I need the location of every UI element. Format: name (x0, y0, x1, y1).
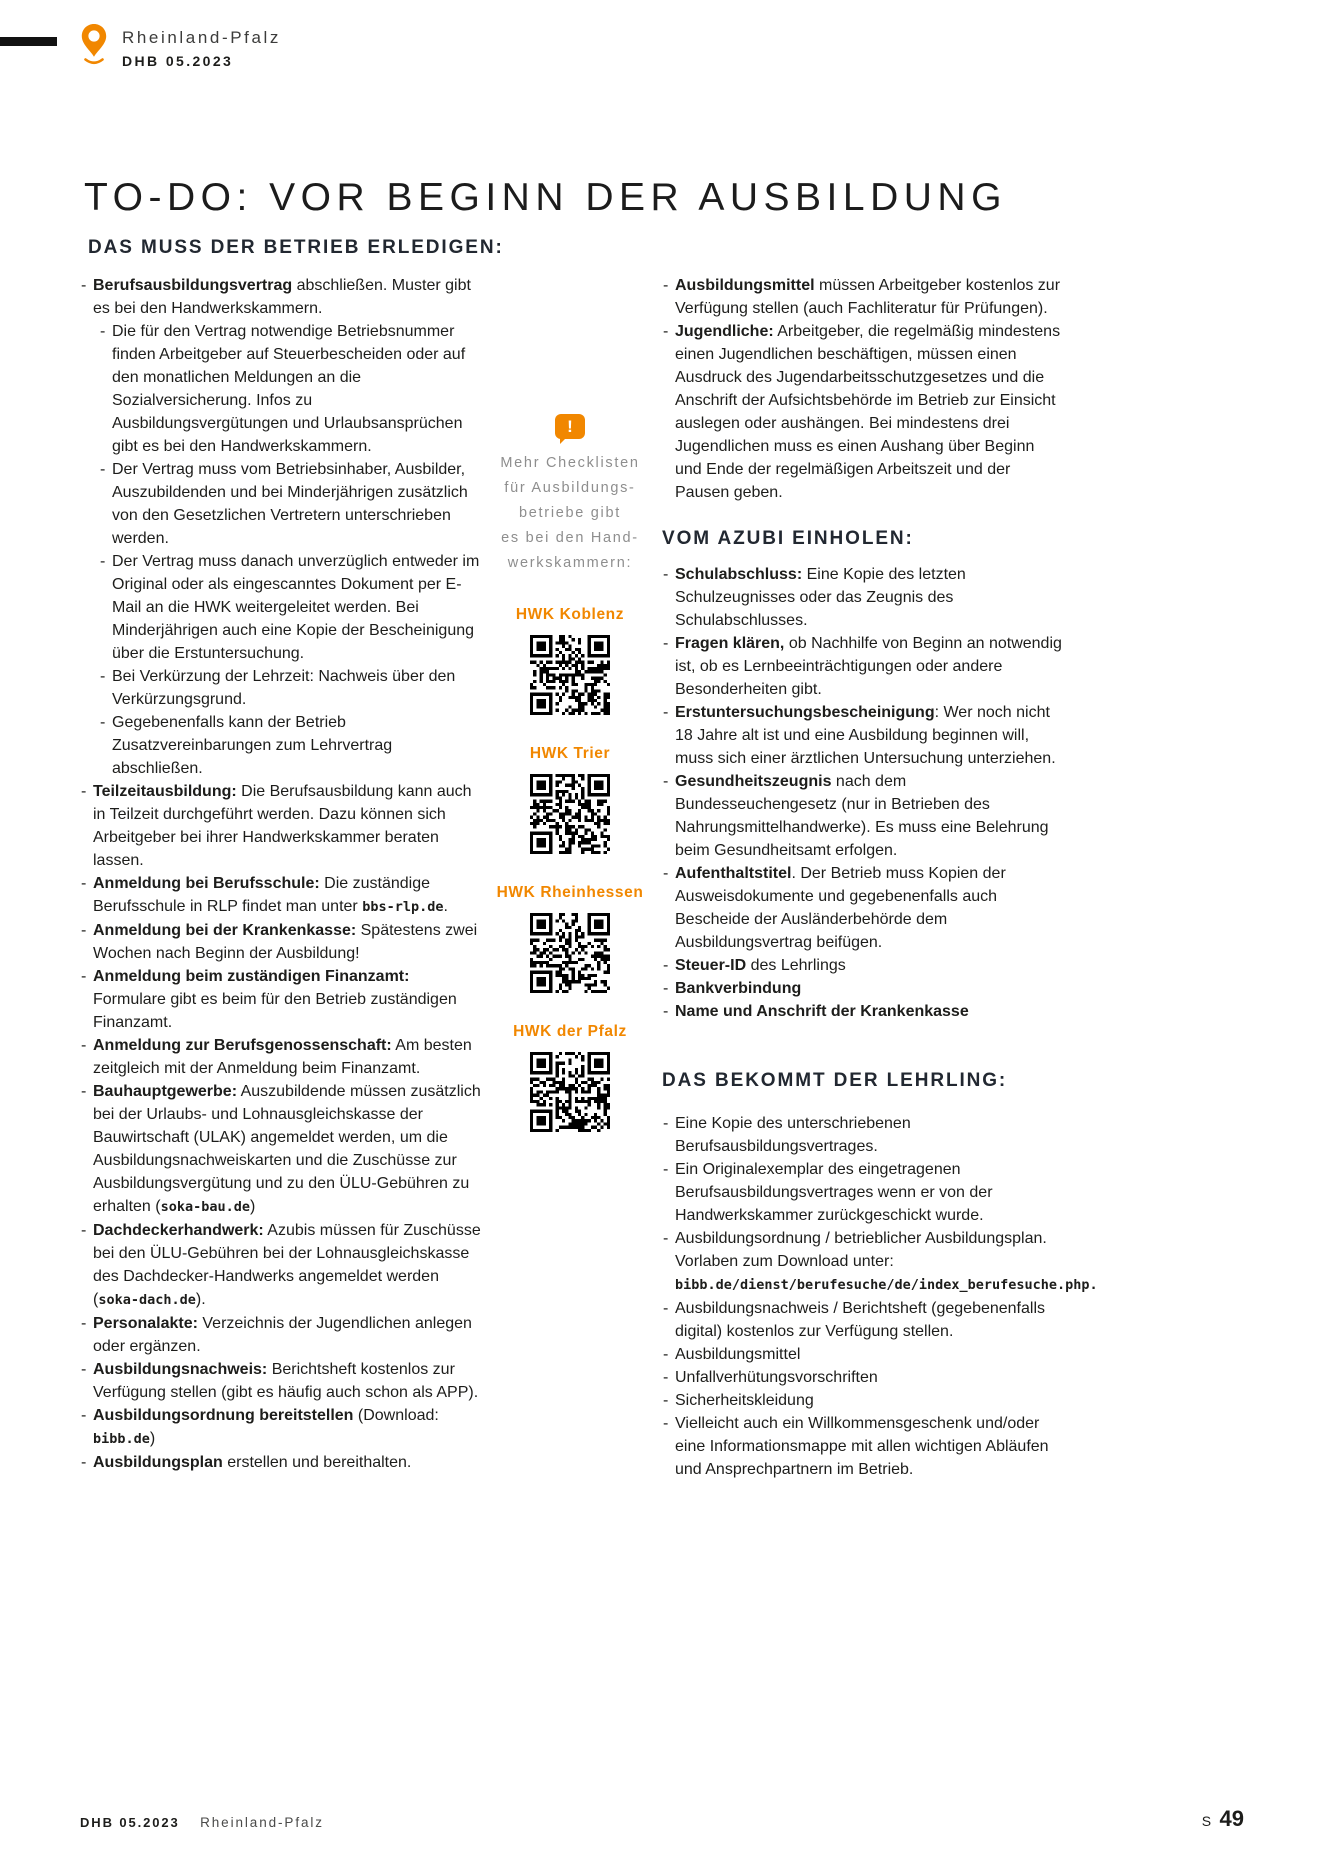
exclamation-glyph: ! (567, 417, 573, 436)
note-line: für Ausbildungs- (504, 480, 636, 496)
header-issue: DHB 05.2023 (122, 53, 234, 69)
list-item (662, 563, 1062, 632)
list-item (80, 1034, 482, 1080)
body-text: Azubis müssen für Zuschüsse bei den ÜLU-Gebühren bei der Lohnausgleichskasse des Dachdecker-Handwerks angemeldet werden ( (93, 1222, 481, 1308)
footer-region: Rheinland-Pfalz (200, 1815, 324, 1830)
body-text: : Wer noch nicht 18 Jahre alt ist und eine Ausbildung beginnen will, muss sich einer ärztlichen Untersuchung unterziehen. (675, 704, 1056, 767)
bold-lead-text: Ausbildungsnachweis: (93, 1361, 268, 1378)
note-line: es bei den Hand- (501, 530, 639, 546)
column-middle (492, 274, 648, 1132)
url-text: soka-dach.de (98, 1292, 196, 1308)
list-item (80, 1404, 482, 1451)
list-item (662, 1158, 1062, 1227)
list-azubi (662, 563, 1062, 1023)
list-item (80, 1451, 482, 1474)
header-rule (0, 37, 57, 46)
bold-lead-text: Fragen klären, (675, 635, 785, 652)
checklist-note (492, 451, 648, 576)
body-text: ). (195, 1291, 206, 1308)
body-text: Ausbildungsnachweis / Berichtsheft (gegebenenfalls digital) kostenlos zur Verfügung stellen. (675, 1300, 1046, 1340)
bold-lead-text: Anmeldung zur Berufsgenossenschaft: (93, 1037, 392, 1054)
list-item (662, 1000, 1062, 1023)
list-lehrling (662, 1112, 1098, 1481)
body-text: Ausbildungsmittel (675, 1346, 801, 1363)
body-text: Arbeitgeber, die regelmäßig mindestens einen Jugendlichen beschäftigen, müssen einen Ausdruck des Jugendarbeitsschutzgesetzes und die Anschrift der Aufsichtsbehörde im Betrieb zur Einsicht auslegen oder aushängen. Bei mindestens drei Jugendlichen muss es einen Aushang über Beginn und Ende der regelmäßigen Arbeitszeit und der Pausen geben. (675, 323, 1061, 501)
page-title: TO-DO: VOR BEGINN DER AUSBILDUNG (84, 176, 1007, 219)
section-heading-lehrling: DAS BEKOMMT DER LEHRLING: (662, 1070, 1008, 1091)
section-heading-betrieb: DAS MUSS DER BETRIEB ERLEDIGEN: (88, 237, 504, 258)
body-text: Spätestens zwei Wochen nach Beginn der Ausbildung! (93, 922, 478, 962)
list-item (80, 919, 482, 965)
body-text: abschließen. Muster gibt es bei den Handwerkskammern. (93, 277, 471, 317)
list-item (662, 977, 1062, 1000)
list-item (80, 1080, 482, 1219)
list-item (80, 965, 482, 1034)
bold-lead-text: Ausbildungsmittel (675, 277, 815, 294)
exclamation-icon (555, 414, 585, 439)
location-pin-icon (78, 22, 110, 71)
bold-lead-text: Bauhauptgewerbe: (93, 1083, 238, 1100)
body-text: Vielleicht auch ein Willkommensgeschenk und/oder eine Informationsmappe mit allen wichtigen Abläufen und Ansprechpartnern im Betrieb. (675, 1415, 1049, 1478)
list-item (662, 274, 1062, 320)
note-line: betriebe gibt (519, 505, 621, 521)
note-line: werkskammern: (507, 555, 633, 571)
qr-label: HWK Koblenz (515, 606, 625, 623)
note-line: Mehr Checklisten (500, 455, 640, 471)
body-text: erstellen und bereithalten. (222, 1454, 412, 1471)
body-text: . Der Betrieb muss Kopien der Ausweisdokumente und gegebenenfalls auch Bescheide der Ausländerbehörde dem Ausbildungsvertrag beifügen. (675, 865, 1006, 951)
body-text: (Download: (353, 1407, 439, 1424)
list-item (80, 780, 482, 872)
body-text: Eine Kopie des letzten Schulzeugnisses oder das Zeugnis des Schulabschlusses. (675, 566, 966, 629)
url-text: bbs-rlp.de (362, 899, 444, 915)
footer-issue: DHB 05.2023 (80, 1815, 180, 1830)
body-text: Ein Originalexemplar des eingetragenen Berufsausbildungsvertrages wenn er von der Handwerkskammer zurückgeschickt wurde. (675, 1161, 993, 1224)
page-footer (0, 1806, 1326, 1846)
qr-label: HWK der Pfalz (513, 1023, 627, 1040)
footer-left (80, 1814, 324, 1832)
body-text: ) (250, 1198, 256, 1215)
list-item (662, 320, 1062, 504)
body-text: Bei Verkürzung der Lehrzeit: Nachweis über den Verkürzungsgrund. (112, 668, 456, 708)
list-item (662, 862, 1062, 954)
masthead-text (122, 22, 281, 69)
list-item (99, 711, 482, 780)
bold-lead-text: Jugendliche: (675, 323, 774, 340)
list-item (662, 1366, 1062, 1389)
header-region: Rheinland-Pfalz (122, 28, 282, 47)
list-item (99, 665, 482, 711)
body-text: ob Nachhilfe von Beginn an notwendig ist, ob es Lernbeeinträchtigungen oder andere Besonderheiten gibt. (675, 635, 1062, 698)
list-item (99, 320, 482, 458)
bold-lead-text: Name und Anschrift der Krankenkasse (675, 1003, 969, 1020)
bold-lead-text: Gesundheitszeugnis (675, 773, 832, 790)
bold-lead-text: Ausbildungsordnung bereitstellen (93, 1407, 354, 1424)
body-text: Am besten zeitgleich mit der Anmeldung beim Finanzamt. (93, 1037, 472, 1077)
bold-lead-text: Anmeldung bei der Krankenkasse: (93, 922, 357, 939)
body-text: Formulare gibt es beim für den Betrieb zuständigen Finanzamt. (93, 991, 457, 1031)
bold-lead-text: Dachdeckerhandwerk: (93, 1222, 264, 1239)
list-item (662, 701, 1062, 770)
qr-code (530, 635, 610, 715)
section-heading-azubi: VOM AZUBI EINHOLEN: (662, 528, 914, 549)
list-item (662, 1297, 1062, 1343)
body-text: Die zuständige Berufsschule in RLP findet man unter (93, 875, 430, 915)
body-text: Gegebenenfalls kann der Betrieb Zusatzvereinbarungen zum Lehrvertrag abschließen. (112, 714, 393, 777)
body-text: Ausbildungsordnung / betrieblicher Ausbildungsplan. Vorlaben zum Download unter: (675, 1230, 1047, 1270)
body-text: des Lehrlings (746, 957, 846, 974)
footer-page-label: S (1201, 1813, 1213, 1829)
body-text: nach dem Bundesseuchengesetz (nur in Betrieben des Nahrungsmittelhandwerke). Es muss eine Belehrung beim Gesundheitsamt erfolgen. (675, 773, 1049, 859)
qr-code (530, 913, 610, 993)
list-betrieb-continued (662, 274, 1062, 504)
bold-lead-text: Erstuntersuchungsbescheinigung (675, 704, 935, 721)
page-header (78, 22, 281, 71)
bold-lead-text: Anmeldung beim zuständigen Finanzamt: (93, 968, 410, 985)
body-text: Sicherheitskleidung (675, 1392, 814, 1409)
qr-code (530, 1052, 610, 1132)
list-item (662, 1412, 1062, 1481)
bold-lead-text: Steuer-ID (675, 957, 747, 974)
body-text: . (443, 898, 448, 915)
list-item (80, 872, 482, 919)
bold-lead-text: Schulabschluss: (675, 566, 803, 583)
bold-lead-text: Aufenthaltstitel (675, 865, 792, 882)
body-text: Der Vertrag muss danach unverzüglich entweder im Original oder als eingescanntes Dokument per E-Mail an die HWK weitergeleitet werden. Bei Minderjährigen auch eine Kopie der Bescheinigung über die Erstuntersuchung. (112, 553, 480, 662)
list-item (662, 1389, 1062, 1412)
body-text: ) (149, 1430, 156, 1447)
footer-page-number: 49 (1219, 1806, 1244, 1831)
body-text: Verzeichnis der Jugendlichen anlegen oder ergänzen. (93, 1315, 472, 1355)
list-item (662, 770, 1062, 862)
list-item (662, 1227, 1098, 1297)
qr-code (530, 774, 610, 854)
qr-label: HWK Trier (529, 745, 611, 762)
bold-lead-text: Anmeldung bei Berufsschule: (93, 875, 320, 892)
list-item (662, 1343, 1062, 1366)
bold-lead-text: Teilzeitausbildung: (93, 783, 237, 800)
body-text: Der Vertrag muss vom Betriebsinhaber, Ausbilder, Auszubildenden und bei Minderjährigen zusätzlich von den Gesetzlichen Vertretern unterschrieben werden. (112, 461, 468, 547)
list-item (662, 1112, 1062, 1158)
column-left (80, 274, 482, 1474)
qr-label: HWK Rheinhessen (496, 884, 644, 901)
list-item (99, 458, 482, 550)
body-text: Eine Kopie des unterschriebenen Berufsausbildungsvertrages. (675, 1115, 911, 1155)
body-text: Die für den Vertrag notwendige Betriebsnummer finden Arbeitgeber auf Steuerbescheiden oder auf den monatlichen Meldungen an die Sozialversicherung. Infos zu Ausbildungsvergütungen und Urlaubsansprüchen gibt es bei den Handwerkskammern. (112, 323, 466, 455)
url-text: soka-bau.de (160, 1199, 250, 1215)
body-text: Unfallverhütungsvorschriften (675, 1369, 878, 1386)
bold-lead-text: Ausbildungsplan (93, 1454, 223, 1471)
body-text: Berichtsheft kostenlos zur Verfügung stellen (gibt es häufig auch schon als APP). (93, 1361, 479, 1401)
body-text: müssen Arbeitgeber kostenlos zur Verfügung stellen (auch Fachliteratur für Prüfungen). (675, 277, 1061, 317)
bold-lead-text: Berufsausbildungsvertrag (93, 277, 293, 294)
url-text: bibb.de (93, 1431, 150, 1447)
body-text: Die Berufsausbildung kann auch in Teilzeit durchgeführt werden. Dazu können sich Arbeitgeber bei ihrer Handwerkskammer beraten lassen. (93, 783, 472, 869)
footer-page-indicator (1202, 1806, 1244, 1832)
qr-list (492, 603, 648, 1132)
list-item (99, 550, 482, 665)
list-item (80, 1358, 482, 1404)
list-item (80, 1219, 482, 1312)
list-item (662, 632, 1062, 701)
url-text: bibb.de/dienst/berufesuche/de/index_berufesuche.php. (675, 1277, 1098, 1293)
bold-lead-text: Personalakte: (93, 1315, 198, 1332)
column-right (662, 274, 1098, 1481)
bold-lead-text: Bankverbindung (675, 980, 802, 997)
body-text: Auszubildende müssen zusätzlich bei der Urlaubs- und Lohnausgleichskasse der Bauwirtschaft (ULAK) angemeldet werden, um die Ausbildungsnachweiskarten und die Zuschüsse zur Ausbildungsvergütung und zu den ÜLU-Gebühren zu erhalten ( (93, 1083, 481, 1215)
list-item (662, 954, 1062, 977)
list-item (80, 274, 482, 320)
list-item (80, 1312, 482, 1358)
